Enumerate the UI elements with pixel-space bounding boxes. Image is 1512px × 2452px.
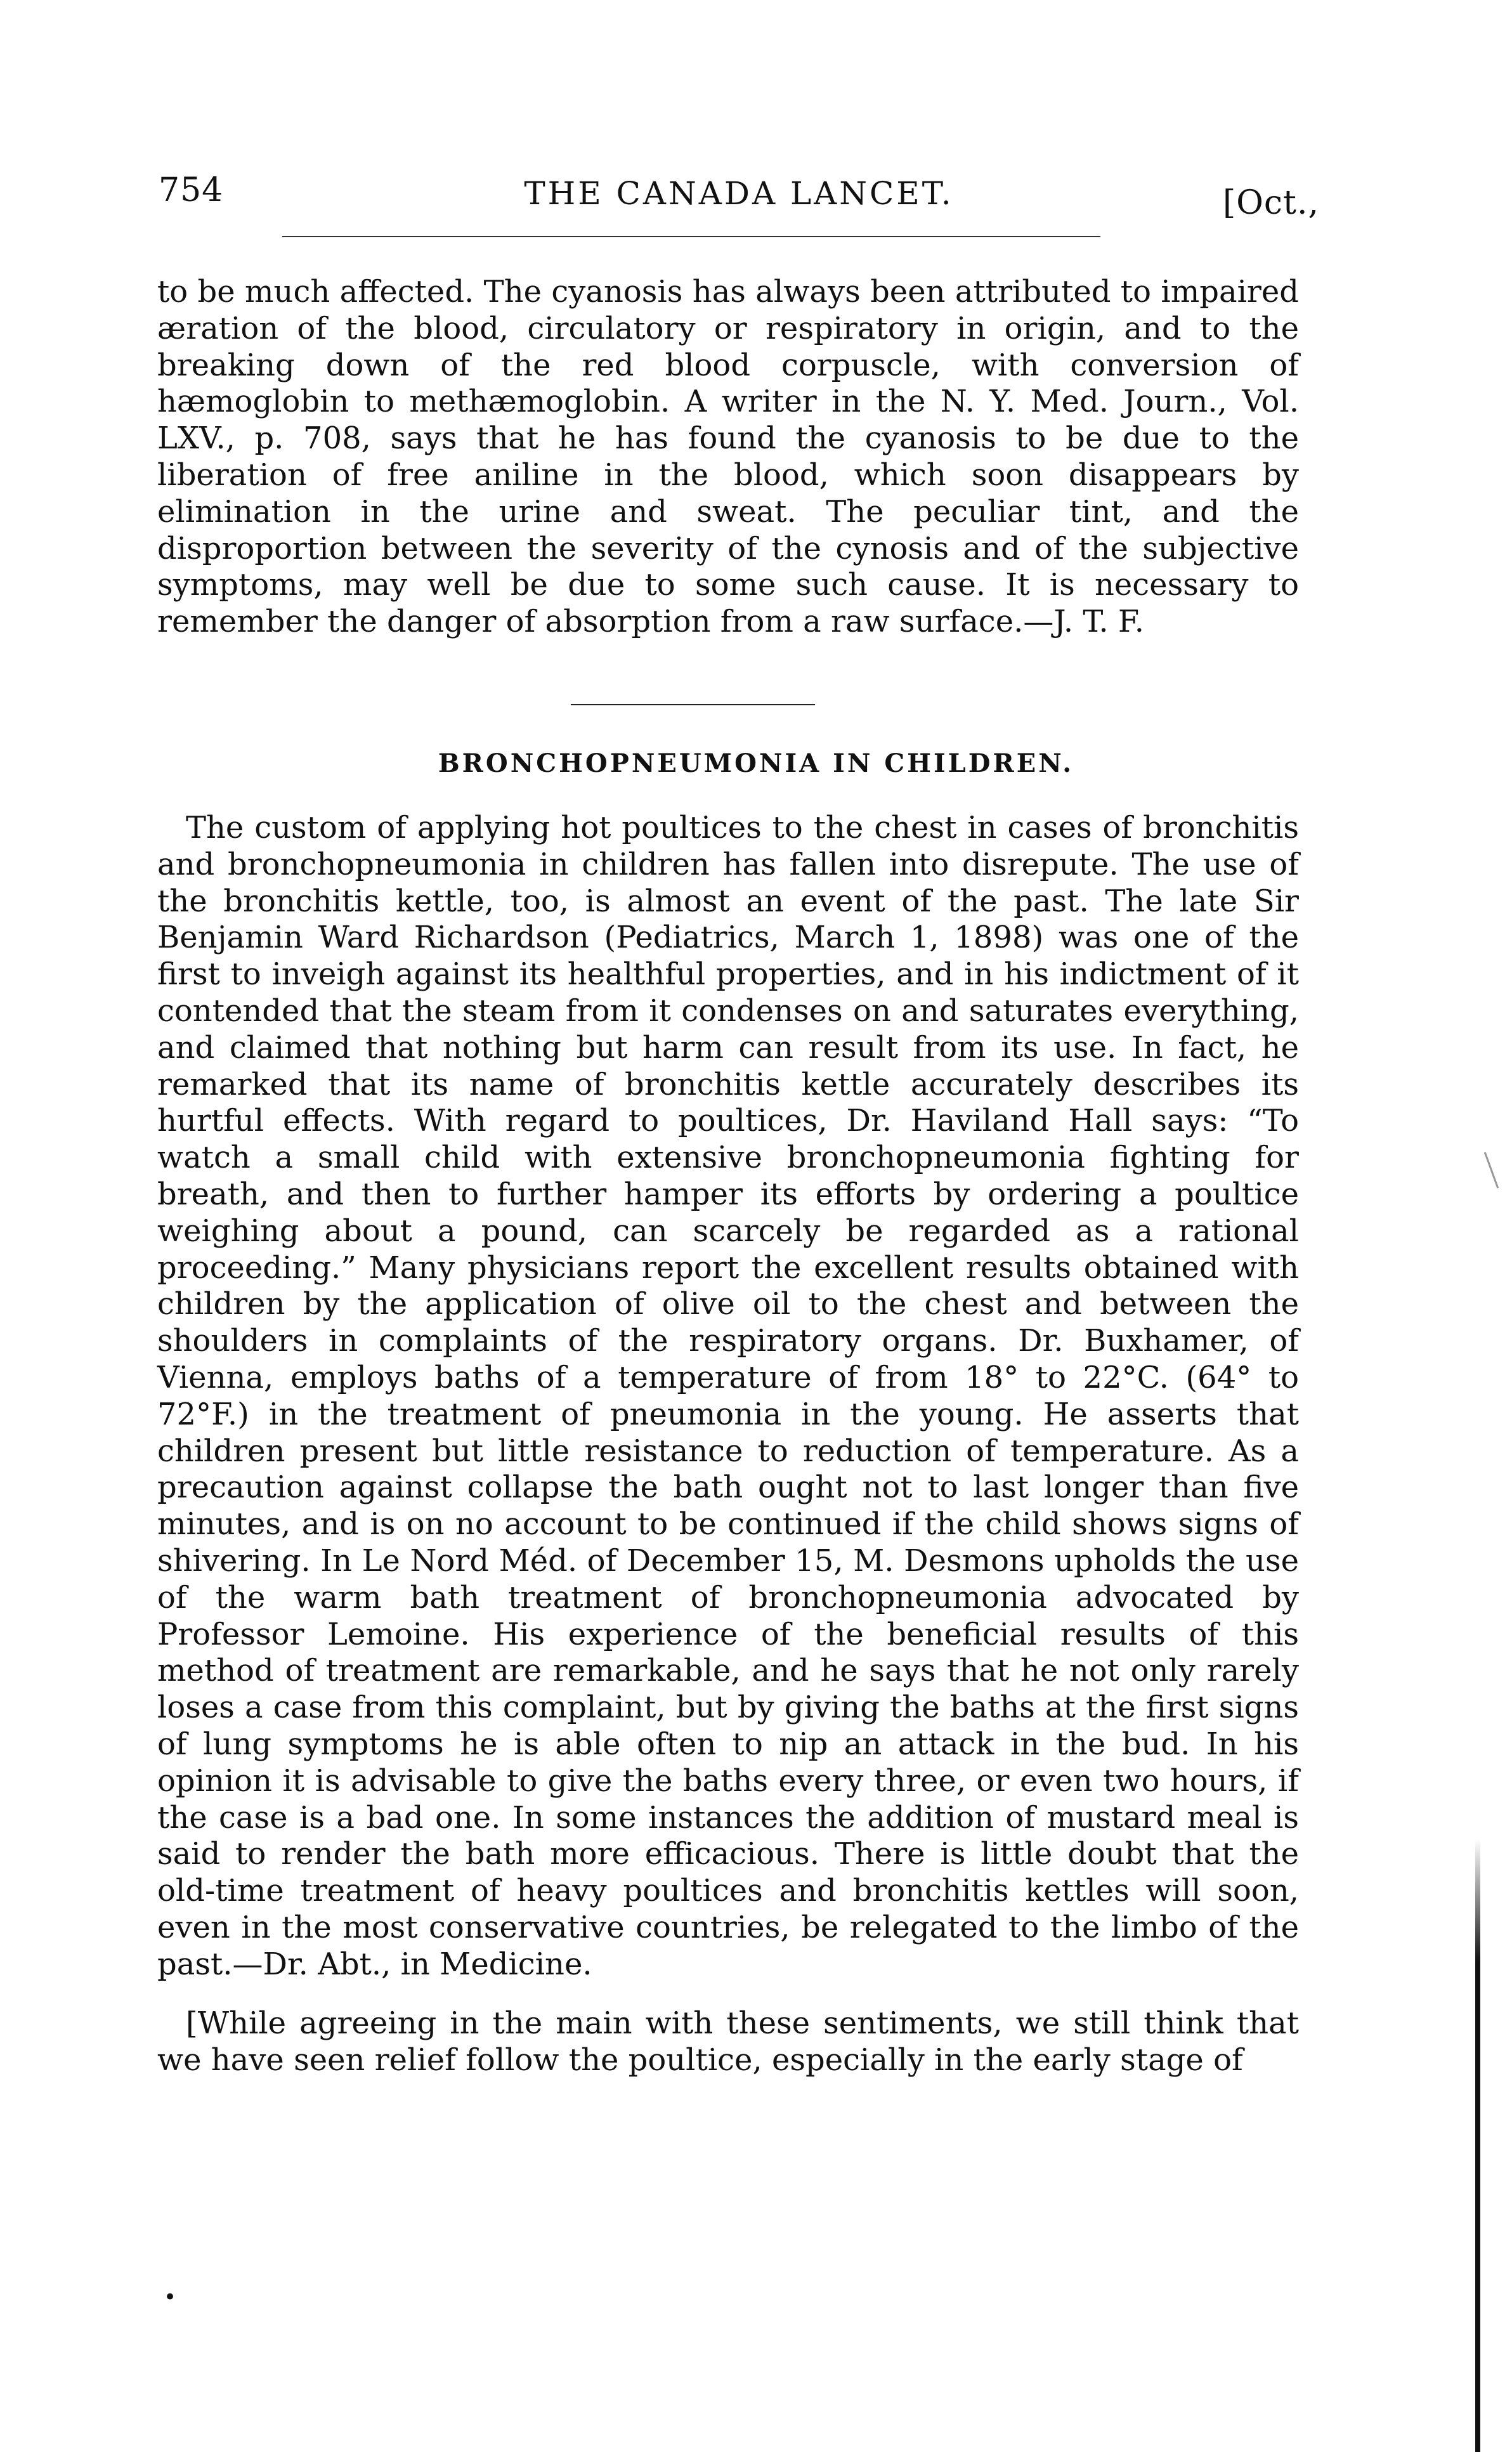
continued-article <box>157 274 1299 641</box>
continued-paragraph: to be much affected. The cyanosis has always been attributed to impaired æration of the blood, circulatory or respiratory in origin, and to the breaking down of the red blood corpuscle, with conversion of hæmoglobin to methæmoglobin. A writer in the N. Y. Med. Journ., Vol. LXV., p. 708, says that he has found the cyanosis to be due to the liberation of free aniline in the blood, which soon disappears by elimination in the urine and sweat. The peculiar tint, and the disproportion between the severity of the cynosis and of the subjective symptoms, may well be due to some such cause. It is necessary to remember the danger of absorption from a raw surface.—J. T. F. <box>157 274 1299 640</box>
scan-edge-line <box>1475 1839 1480 2452</box>
header-rule <box>282 236 1100 237</box>
page-number: 754 <box>159 171 224 209</box>
article-body <box>157 810 1299 1983</box>
bullet-mark: • <box>164 2285 177 2310</box>
issue-month: [Oct., <box>1223 184 1319 222</box>
running-head <box>159 171 1319 222</box>
article-title: BRONCHOPNEUMONIA IN CHILDREN. <box>438 748 1074 778</box>
section-separator <box>571 704 815 705</box>
article-paragraph: The custom of applying hot poultices to the chest in cases of bronchitis and bronchopneumonia in children has fallen into disrepute. The use of the bronchitis kettle, too, is almost an event of the past. The late Sir Benjamin Ward Richardson (Pediatrics, March 1, 1898) was one of the first to inveigh against its healthful properties, and in his indictment of it contended that the steam from it condenses on and saturates everything, and claimed that nothing but harm can result from its use. In fact, he remarked that its name of bronchitis kettle accurately describes its hurtful effects. With regard to poultices, Dr. Haviland Hall says: “To watch a small child with extensive bronchopneumonia fighting for breath, and then to further hamper its efforts by ordering a poultice weighing about a pound, can scarcely be regarded as a rational proceeding.” Many physicians report the excellent results obtained with children by the application of olive oil to the chest and between the shoulders in complaints of the respiratory organs. Dr. Buxhamer, of Vienna, employs baths of a temperature of from 18° to 22°C. (64° to 72°F.) in the treatment of pneumonia in the young. He asserts that children present but little resistance to reduction of temperature. As a precaution against collapse the bath ought not to last longer than five minutes, and is on no account to be continued if the child shows signs of shivering. In Le Nord Méd. of December 15, M. Desmons upholds the use of the warm bath treatment of bronchopneumonia advocated by Professor Lemoine. His experience of the beneficial results of this method of treatment are remarkable, and he says that he not only rarely loses a case from this complaint, but by giving the baths at the first signs of lung symptoms he is able often to nip an attack in the bud. In his opinion it is advisable to give the baths every three, or even two hours, if the case is a bad one. In some instances the addition of mustard meal is said to render the bath more efficacious. There is little doubt that the old-time treatment of heavy poultices and bronchitis kettles will soon, even in the most conservative countries, be relegated to the limbo of the past.—Dr. Abt., in Medicine. <box>157 810 1299 1982</box>
editorial-paragraph: [While agreeing in the main with these sentiments, we still think that we have seen relief follow the poultice, especially in the early stage of <box>157 2005 1299 2078</box>
journal-title: THE CANADA LANCET. <box>524 175 954 212</box>
editorial-note <box>157 2005 1299 2079</box>
scan-edge-tick <box>1484 1152 1499 1188</box>
